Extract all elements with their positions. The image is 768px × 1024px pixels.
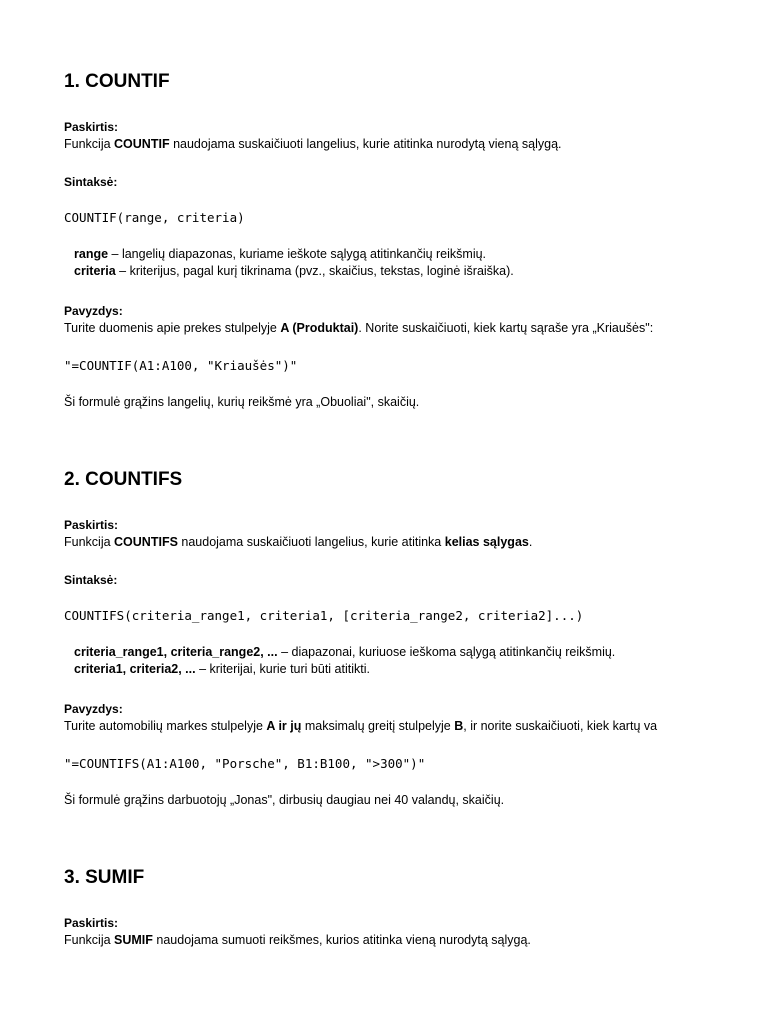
example-label: Pavyzdys: [64, 702, 123, 716]
syntax-code: COUNTIF(range, criteria) [64, 210, 245, 225]
param-item: criteria – kriterijus, pagal kurį tikrinama (pvz., skaičius, tekstas, loginė išraiška). [74, 264, 514, 278]
purpose-text: Funkcija COUNTIF naudojama suskaičiuoti langelius, kurie atitinka nurodytą vieną sąlygą. [64, 137, 562, 151]
result-text: Ši formulė grąžins darbuotojų „Jonas", dirbusių daugiau nei 40 valandų, skaičių. [64, 793, 505, 807]
syntax-label: Sintaksė: [64, 175, 118, 189]
result-text: Ši formulė grąžins langelių, kurių reikšmė yra „Obuoliai", skaičių. [64, 395, 420, 409]
syntax-label: Sintaksė: [64, 573, 118, 587]
example-formula: "=COUNTIFS(A1:A100, "Porsche", B1:B100, ">300")" [64, 756, 426, 771]
param-item: range – langelių diapazonas, kuriame ieškote sąlygą atitinkančių reikšmių. [74, 247, 487, 261]
example-text: Turite automobilių markes stulpelyje A ir jų maksimalų greitį stulpelyje B, ir norite suskaičiuoti, kiek kartų va [64, 719, 658, 733]
syntax-code: COUNTIFS(criteria_range1, criteria1, [criteria_range2, criteria2]...) [64, 608, 584, 623]
section-heading: 1. COUNTIF [64, 71, 170, 92]
purpose-label: Paskirtis: [64, 518, 119, 532]
param-item: criteria1, criteria2, ... – kriterijai, kurie turi būti atitikti. [74, 662, 370, 676]
purpose-label: Paskirtis: [64, 120, 119, 134]
section-heading: 3. SUMIF [64, 867, 145, 888]
purpose-text: Funkcija SUMIF naudojama sumuoti reikšmes, kurios atitinka vieną nurodytą sąlygą. [64, 933, 531, 947]
example-label: Pavyzdys: [64, 304, 123, 318]
param-item: criteria_range1, criteria_range2, ... – diapazonai, kuriuose ieškoma sąlygą atitinkančių reikšmių. [74, 645, 616, 659]
purpose-text: Funkcija COUNTIFS naudojama suskaičiuoti langelius, kurie atitinka kelias sąlygas. [64, 535, 533, 549]
section-heading: 2. COUNTIFS [64, 469, 183, 490]
example-text: Turite duomenis apie prekes stulpelyje A (Produktai). Norite suskaičiuoti, kiek kartų sąraše yra „Kriaušės": [64, 321, 654, 335]
purpose-label: Paskirtis: [64, 916, 119, 930]
example-formula: "=COUNTIF(A1:A100, "Kriaušės")" [64, 358, 298, 373]
